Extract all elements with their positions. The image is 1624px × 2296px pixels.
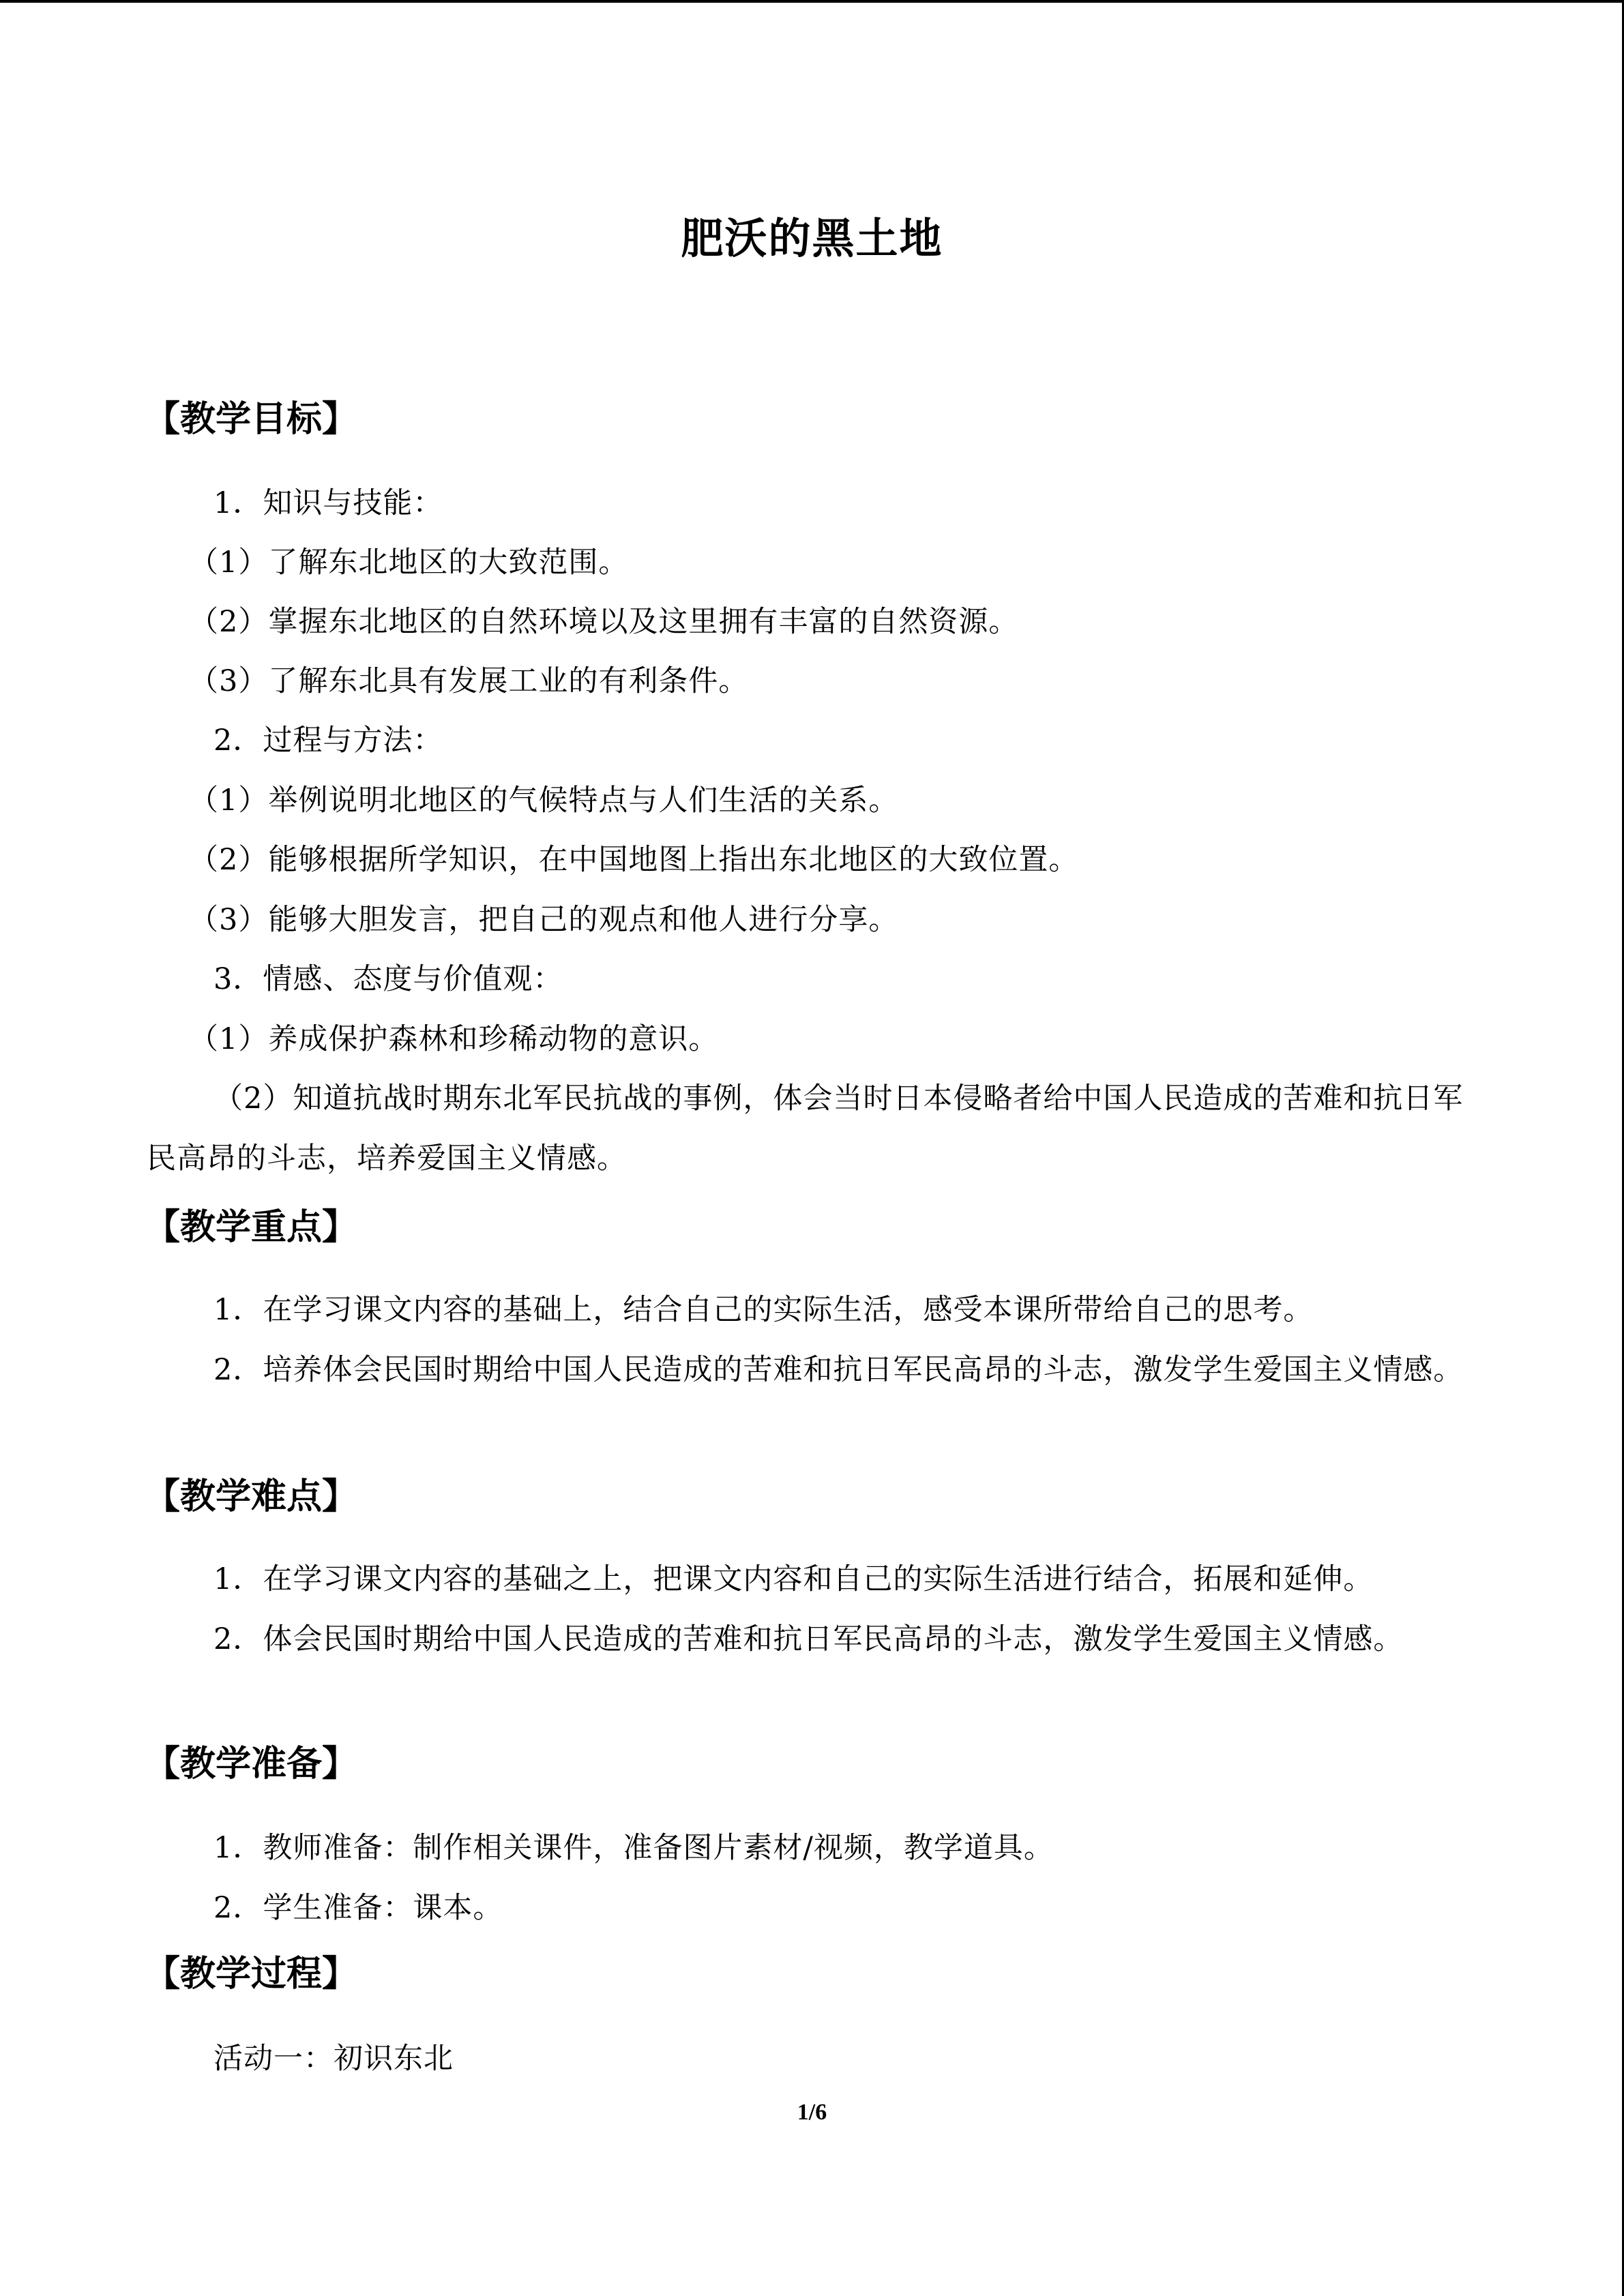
objective-item: 1．知识与技能： (213, 486, 443, 520)
preparation-item: 2．学生准备：课本。 (213, 1891, 503, 1925)
objective-item: （1）举例说明北地区的气候特点与人们生活的关系。 (189, 784, 899, 818)
objective-item: （3）了解东北具有发展工业的有利条件。 (189, 664, 749, 698)
process-item: 活动一：初识东北 (213, 2042, 454, 2076)
objective-item: （1）养成保护森林和珍稀动物的意识。 (189, 1022, 719, 1056)
page-number: 1/6 (797, 2100, 827, 2125)
difficulty-item: 1．在学习课文内容的基础之上，把课文内容和自己的实际生活进行结合，拓展和延伸。 (213, 1562, 1374, 1596)
heading-difficulties: 【教学难点】 (145, 1476, 358, 1517)
objective-item: 2．过程与方法： (213, 724, 443, 758)
objective-item: （2）掌握东北地区的自然环境以及这里拥有丰富的自然资源。 (189, 605, 1019, 639)
key-point-item: 1．在学习课文内容的基础上，结合自己的实际生活，感受本课所带给自己的思考。 (213, 1293, 1314, 1327)
document-title: 肥沃的黑土地 (681, 213, 943, 263)
preparation-item: 1．教师准备：制作相关课件，准备图片素材/视频，教学道具。 (213, 1831, 1054, 1865)
objective-item: （1）了解东北地区的大致范围。 (189, 546, 629, 580)
heading-preparation: 【教学准备】 (145, 1744, 358, 1785)
key-point-item: 2．培养体会民国时期给中国人民造成的苦难和抗日军民高昂的斗志，激发学生爱国主义情感。 (213, 1353, 1464, 1387)
objective-item: （2）知道抗战时期东北军民抗战的事例，体会当时日本侵略者给中国人民造成的苦难和抗日军民高昂的斗志，培养爱国主义情感。 (147, 1082, 1464, 1176)
objective-item: 3．情感、态度与价值观： (213, 962, 563, 996)
difficulty-item: 2．体会民国时期给中国人民造成的苦难和抗日军民高昂的斗志，激发学生爱国主义情感。 (213, 1622, 1404, 1656)
heading-key-points: 【教学重点】 (145, 1207, 358, 1248)
objective-item: （3）能够大胆发言，把自己的观点和他人进行分享。 (189, 903, 899, 937)
heading-objectives: 【教学目标】 (145, 399, 358, 440)
heading-process: 【教学过程】 (145, 1954, 358, 1995)
objective-item: （2）能够根据所学知识，在中国地图上指出东北地区的大致位置。 (189, 843, 1079, 877)
